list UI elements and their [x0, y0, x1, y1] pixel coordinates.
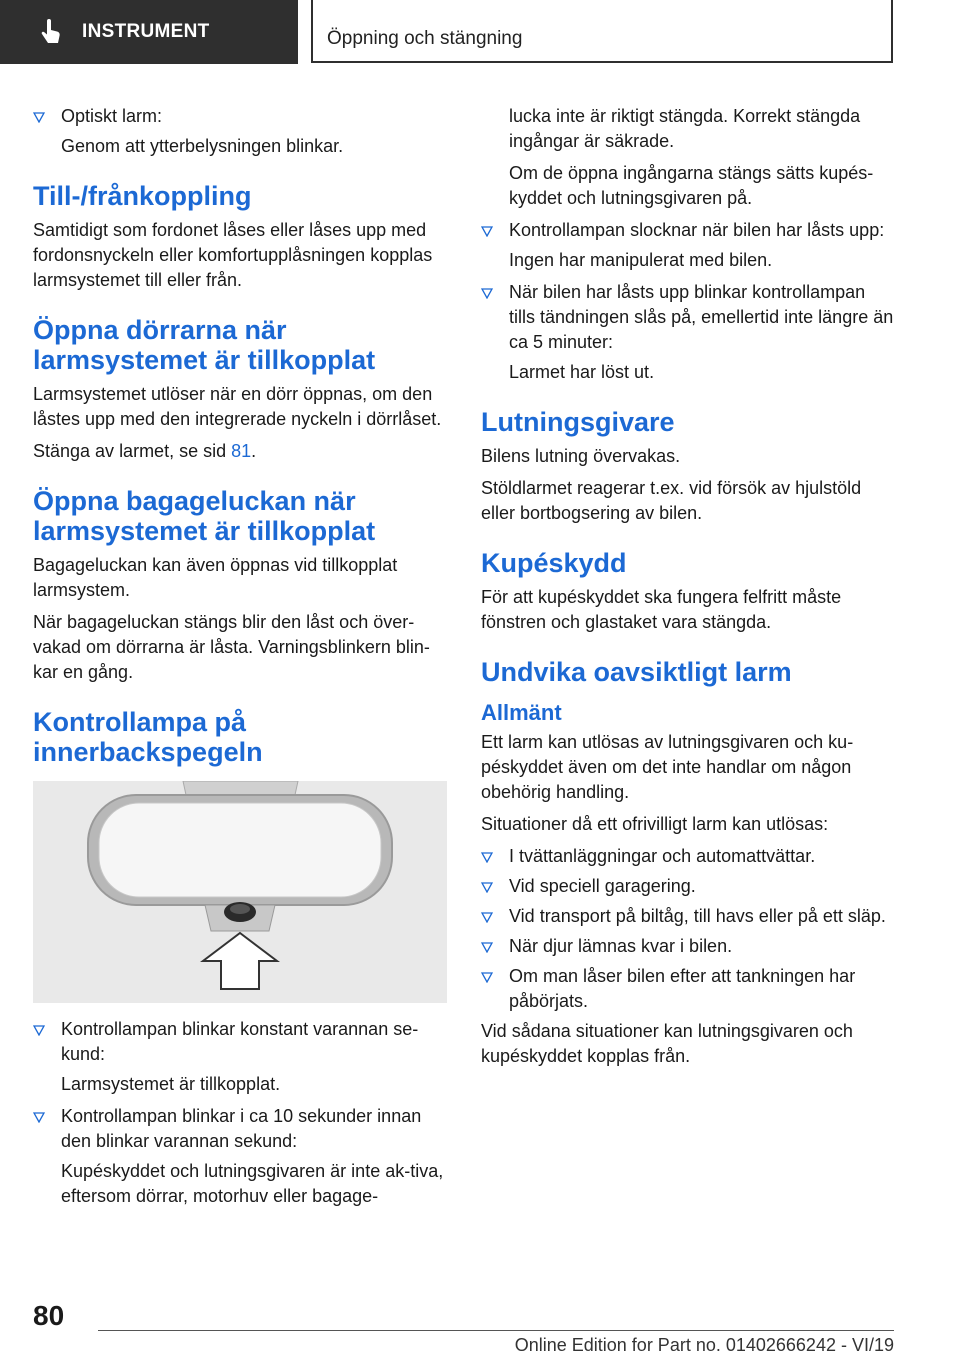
list-item — [481, 874, 895, 899]
page-number: 80 — [33, 1300, 65, 1331]
paragraph: Stöldlarmet reagerar t.ex. vid försök av hjulstöld eller bortbogsering av bilen. — [481, 478, 862, 523]
bullet-text: När djur lämnas kvar i bilen. — [509, 936, 733, 956]
list-item — [481, 844, 895, 869]
triangle-bullet-icon — [481, 881, 493, 893]
heading-avoid-false-alarm: Undvika oavsiktligt larm — [481, 657, 792, 687]
paragraph: Bagageluckan kan även öppnas vid tillkopplat larmsystem. — [33, 555, 398, 600]
reference-suffix: . — [251, 441, 257, 461]
paragraph: Larmsystemet utlöser när en dörr öppnas, om den låstes upp med den integrerade nyckeln i dörrlåset. — [33, 384, 442, 429]
bullet-subtext: Kupéskyddet och lutningsgivaren är inte ak-tiva, eftersom dörrar, motorhuv eller bagage- — [61, 1161, 444, 1206]
bullet-subtext-continued: lucka inte är riktigt stängda. Korrekt stängda ingångar är säkrade. — [509, 106, 861, 151]
section-tab — [0, 0, 298, 64]
bullet-subtext: Ingen har manipulerat med bilen. — [509, 250, 773, 270]
bullet-text: I tvättanläggningar och automattvättar. — [509, 846, 816, 866]
bullet-text: Om man låser bilen efter att tankningen har påbörjats. — [509, 966, 856, 1011]
heading-open-trunk: Öppna bagageluckan när larmsystemet är tillkopplat — [33, 486, 376, 546]
subheading-general: Allmänt — [481, 700, 562, 725]
rearview-mirror-illustration — [33, 781, 447, 1003]
pointing-hand-icon — [40, 19, 62, 45]
bullet-text: Kontrollampan slocknar när bilen har låsts upp: — [509, 220, 885, 240]
heading-open-doors: Öppna dörrarna när larmsystemet är tillkopplat — [33, 315, 376, 375]
chapter-title-box — [311, 0, 893, 63]
triangle-bullet-icon — [33, 1111, 45, 1123]
triangle-bullet-icon — [481, 851, 493, 863]
bullet-text: Optiskt larm: — [61, 106, 163, 126]
bullet-subtext: Larmet har löst ut. — [509, 362, 655, 382]
bullet-subtext: Genom att ytterbelysningen blinkar. — [61, 136, 344, 156]
list-item — [481, 964, 895, 1014]
page-link[interactable]: 81 — [231, 441, 252, 461]
list-item — [481, 904, 895, 929]
triangle-bullet-icon — [481, 911, 493, 923]
paragraph-page-reference — [33, 439, 447, 464]
triangle-bullet-icon — [33, 1024, 45, 1036]
paragraph: Ett larm kan utlösas av lutningsgivaren och ku-péskyddet även om det inte handlar om någon obehörig handling. — [481, 732, 854, 802]
bullet-subtext: Om de öppna ingångarna stängs sätts kupés-kyddet och lutningsgivaren på. — [509, 163, 874, 208]
triangle-bullet-icon — [33, 111, 45, 123]
right-column — [481, 104, 895, 1076]
bullet-subtext: Larmsystemet är tillkopplat. — [61, 1074, 281, 1094]
bullet-text: Vid transport på biltåg, till havs eller på ett släp. — [509, 906, 886, 926]
paragraph: Bilens lutning övervakas. — [481, 446, 681, 466]
triangle-bullet-icon — [481, 941, 493, 953]
paragraph: När bagageluckan stängs blir den låst och över-vakad om dörrarna är låsta. Varningsblinkern blin-kar en gång. — [33, 612, 430, 682]
bullet-text: När bilen har låsts upp blinkar kontrollampan tills tändningen slås på, emellertid inte längre än ca 5 minuter: — [509, 282, 894, 352]
triangle-bullet-icon — [481, 225, 493, 237]
bullet-text: Kontrollampan blinkar i ca 10 sekunder innan den blinkar varannan sekund: — [61, 1106, 422, 1151]
footer-divider — [98, 1330, 894, 1331]
footer-edition: Online Edition for Part no. 01402666242 - VI/19 — [514, 1335, 894, 1355]
bullet-text: Kontrollampan blinkar konstant varannan se-kund: — [61, 1019, 419, 1064]
list-item — [33, 1017, 447, 1067]
paragraph: Vid sådana situationer kan lutningsgivaren och kupéskyddet kopplas från. — [481, 1021, 853, 1066]
section-tab-label: INSTRUMENT — [82, 21, 210, 42]
heading-till-frankoppling: Till-/frånkoppling — [33, 181, 252, 211]
heading-interior-protection: Kupéskydd — [481, 548, 627, 578]
chapter-title: Öppning och stängning — [327, 28, 523, 49]
left-column — [33, 104, 447, 1216]
paragraph: För att kupéskyddet ska fungera felfritt måste fönstren och glastaket vara stängda. — [481, 587, 842, 632]
paragraph: Samtidigt som fordonet låses eller låses upp med fordonsnyckeln eller komfortupplåsningen kopplas larmsystemet till eller från. — [33, 220, 433, 290]
bullet-text: Vid speciell garagering. — [509, 876, 696, 896]
triangle-bullet-icon — [481, 971, 493, 983]
list-item — [33, 104, 447, 129]
triangle-bullet-icon — [481, 287, 493, 299]
list-item — [481, 934, 895, 959]
list-item — [481, 280, 895, 355]
list-item — [33, 1104, 447, 1154]
reference-prefix: Stänga av larmet, se sid — [33, 441, 232, 461]
list-item — [481, 218, 895, 243]
heading-control-lamp: Kontrollampa på innerbackspegeln — [33, 707, 263, 767]
paragraph: Situationer då ett ofrivilligt larm kan utlösas: — [481, 814, 829, 834]
heading-tilt-sensor: Lutningsgivare — [481, 407, 675, 437]
